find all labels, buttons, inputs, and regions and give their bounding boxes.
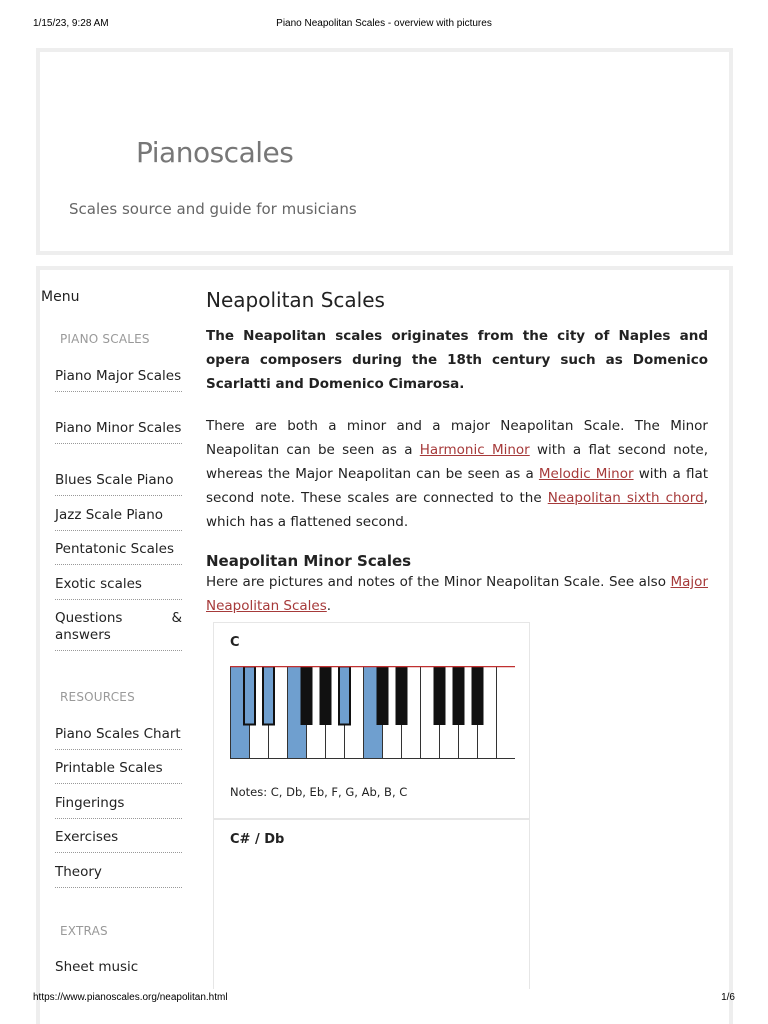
neapolitan-sixth-chord-link[interactable]: Neapolitan sixth chord [547,490,704,506]
harmonic-minor-link[interactable]: Harmonic Minor [419,442,530,458]
print-url: https://www.pianoscales.org/neapolitan.html [33,992,228,1003]
sidebar-item-blues-scale-piano[interactable]: Blues Scale Piano [55,472,182,496]
black-key [301,667,312,725]
scale-name: C# / Db [230,832,285,847]
sidebar-item-label: Piano Major Scales [55,368,182,384]
sidebar-item-label: Questions & answers [55,610,182,643]
black-key [377,667,388,725]
page-title: Neapolitan Scales [206,288,385,312]
melodic-minor-link[interactable]: Melodic Minor [538,466,634,482]
section-title-minor: Neapolitan Minor Scales [206,552,412,570]
text-segment: Here are pictures and notes of the Minor Neapolitan Scale. See also [206,574,671,590]
text-segment: . [326,598,332,614]
sidebar-item-fingerings[interactable]: Fingerings [55,795,182,819]
black-key [244,667,255,725]
intro-paragraph: The Neapolitan scales originates from the city of Naples and opera composers during the 18th century such as Domenico Scarlatti and Domenico Cimarosa. [206,328,708,392]
text-segment: , which has a flattened second. [206,490,708,530]
scale-notes: Notes: C, Db, Eb, F, G, Ab, B, C [230,785,408,799]
black-key [472,667,483,725]
black-key [453,667,464,725]
print-page-title: Piano Neapolitan Scales - overview with pictures [276,18,492,29]
sidebar-item-sheet-music[interactable]: Sheet music [55,959,139,975]
scale-card-c [213,622,530,819]
site-header [36,48,733,255]
sidebar-heading-piano-scales: PIANO SCALES [60,332,150,346]
sidebar-item-printable-scales[interactable]: Printable Scales [55,760,182,784]
sidebar-heading-resources: RESOURCES [60,690,135,704]
text-segment: with a flat second note, whereas the Major Neapolitan can be seen as a [206,442,708,482]
sidebar-item-questions-answers[interactable] [55,610,182,651]
scale-card-c-sharp [213,819,530,989]
sidebar-item-piano-scales-chart[interactable]: Piano Scales Chart [55,726,182,750]
major-neapolitan-scales-link[interactable]: Major Neapolitan Scales [206,574,708,614]
sidebar-menu-label[interactable]: Menu [41,289,80,305]
sidebar-item-exotic-scales[interactable]: Exotic scales [55,576,182,600]
site-logo-link[interactable]: Pianoscales [136,136,294,169]
sidebar-item-piano-major-scales[interactable] [55,368,182,392]
site-tagline: Scales source and guide for musicians [69,200,357,218]
text-segment: with a flat second note. These scales are connected to the [206,466,709,506]
sidebar-item-piano-minor-scales[interactable] [55,420,182,444]
sidebar-heading-extras: EXTRAS [60,924,108,938]
print-footer [0,992,768,1006]
white-key [497,667,516,759]
main-content [206,288,708,618]
black-key [263,667,274,725]
sidebar-item-theory[interactable]: Theory [55,864,182,888]
text-segment: There are both a minor and a major Neapolitan Scale. The Minor Neapolitan can be seen as a [206,418,708,458]
minor-intro-paragraph [206,570,708,618]
sidebar-item-label: Piano Minor Scales [55,420,182,436]
black-key [320,667,331,725]
black-key [339,667,350,725]
description-paragraph [206,414,708,534]
sidebar-item-jazz-scale-piano[interactable]: Jazz Scale Piano [55,507,182,531]
black-key [396,667,407,725]
sidebar-item-exercises[interactable]: Exercises [55,829,182,853]
piano-keyboard [230,666,515,760]
print-datetime: 1/15/23, 9:28 AM [33,18,109,29]
print-header [0,18,768,32]
scale-name: C [230,635,240,650]
black-key [434,667,445,725]
sidebar-item-pentatonic-scales[interactable]: Pentatonic Scales [55,541,182,565]
print-page-count: 1/6 [721,992,735,1003]
